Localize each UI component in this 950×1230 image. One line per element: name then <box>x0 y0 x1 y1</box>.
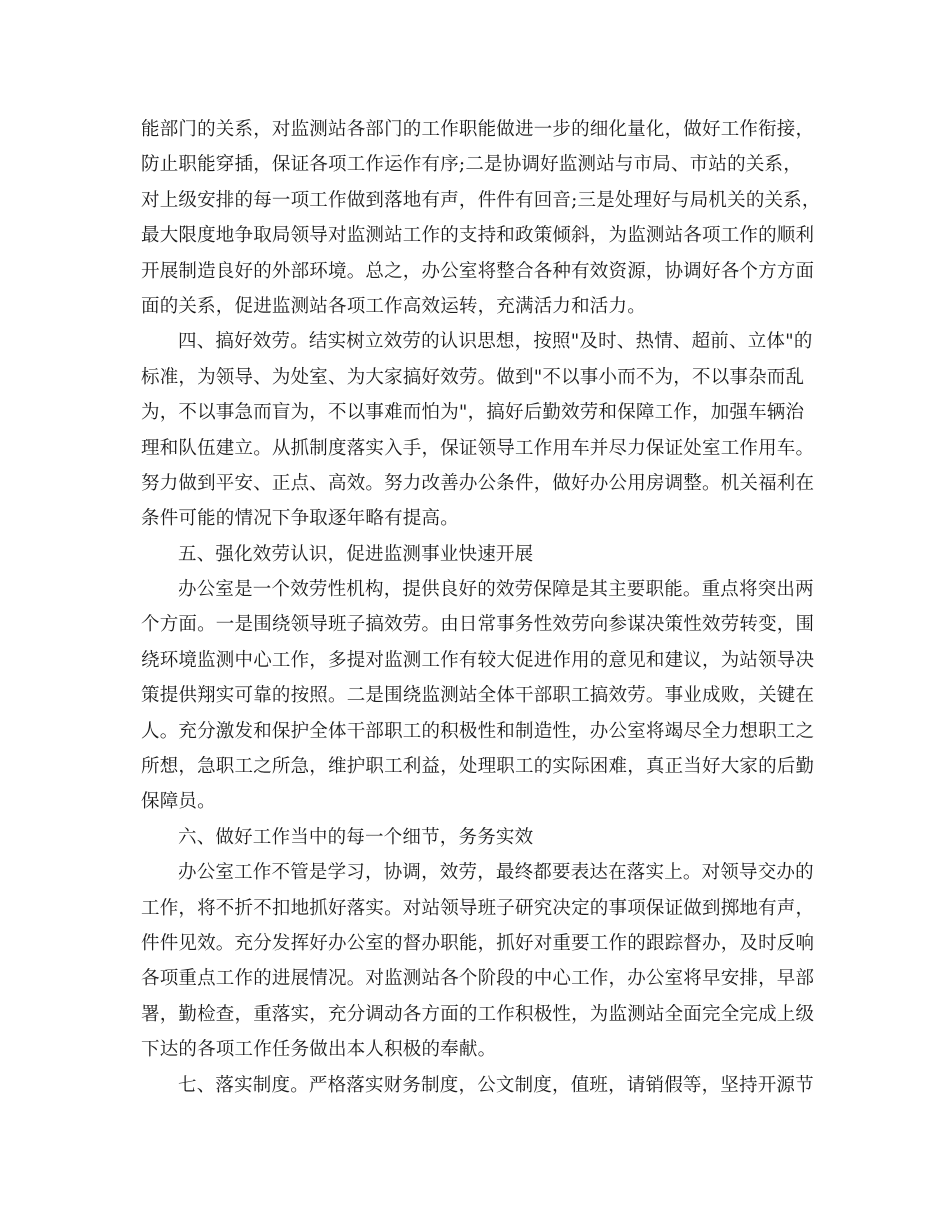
text-line: 标准，为领导、为处室、为大家搞好效劳。做到"不以事小而不为，不以事杂而乱 <box>141 366 805 388</box>
text-line: 五、强化效劳认识，促进监测事业快速开展 <box>178 543 534 565</box>
text-line: 开展制造良好的外部环境。总之，办公室将整合各种有效资源，协调好各个方方面 <box>141 260 815 282</box>
text-line: 办公室是一个效劳性机构，提供良好的效劳保障是其主要职能。重点将突出两 <box>178 579 814 601</box>
text-line: 下达的各项工作任务做出本人积极的奉献。 <box>141 1039 497 1061</box>
text-line: 防止职能穿插，保证各项工作运作有序;二是协调好监测站与市局、市站的关系， <box>141 154 802 176</box>
text-line: 六、做好工作当中的每一个细节，务务实效 <box>178 826 534 848</box>
text-line: 策提供翔实可靠的按照。二是围绕监测站全体干部职工搞效劳。事业成败，关键在 <box>141 685 815 707</box>
text-line: 办公室工作不管是学习，协调，效劳，最终都要表达在落实上。对领导交办的 <box>178 862 814 884</box>
text-line: 保障员。 <box>141 791 216 813</box>
text-line: 工作，将不折不扣地抓好落实。对站领导班子研究决定的事项保证做到掷地有声， <box>141 897 815 919</box>
text-line: 各项重点工作的进展情况。对监测站各个阶段的中心工作，办公室将早安排，早部 <box>141 968 815 990</box>
text-line: 为，不以事急而盲为，不以事难而怕为"，搞好后勤效劳和保障工作，加强车辆治 <box>141 402 805 424</box>
text-line: 面的关系，促进监测站各项工作高效运转，充满活力和活力。 <box>141 295 646 317</box>
text-line: 理和队伍建立。从抓制度落实入手，保证领导工作用车并尽力保证处室工作用车。 <box>141 437 815 459</box>
text-line: 署，勤检查，重落实，充分调动各方面的工作积极性，为监测站全面完全完成上级 <box>141 1003 815 1025</box>
text-line: 能部门的关系，对监测站各部门的工作职能做进一步的细化量化，做好工作衔接， <box>141 119 815 140</box>
text-line: 四、搞好效劳。结实树立效劳的认识思想，按照"及时、热情、超前、立体"的 <box>178 331 813 353</box>
text-line: 条件可能的情况下争取逐年略有提高。 <box>141 508 459 530</box>
document-body <box>141 112 831 1103</box>
text-line: 七、落实制度。严格落实财务制度，公文制度，值班，请销假等，坚持开源节 <box>178 1074 814 1096</box>
text-line: 件件见效。充分发挥好办公室的督办职能，抓好对重要工作的跟踪督办，及时反响 <box>141 932 815 954</box>
text-line: 个方面。一是围绕领导班子搞效劳。由日常事务性效劳向参谋决策性效劳转变，围 <box>141 614 815 636</box>
text-line: 最大限度地争取局领导对监测站工作的支持和政策倾斜，为监测站各项工作的顺利 <box>141 225 815 247</box>
text-line: 所想，急职工之所急，维护职工利益，处理职工的实际困难，真正当好大家的后勤 <box>141 756 815 778</box>
text-line: 努力做到平安、正点、高效。努力改善办公条件，做好办公用房调整。机关福利在 <box>141 472 815 494</box>
text-line: 对上级安排的每一项工作做到落地有声，件件有回音;三是处理好与局机关的关系， <box>141 189 821 211</box>
text-line: 绕环境监测中心工作，多提对监测工作有较大促进作用的意见和建议，为站领导决 <box>141 649 815 671</box>
text-line: 人。充分激发和保护全体干部职工的积极性和制造性，办公室将竭尽全力想职工之 <box>141 720 815 742</box>
